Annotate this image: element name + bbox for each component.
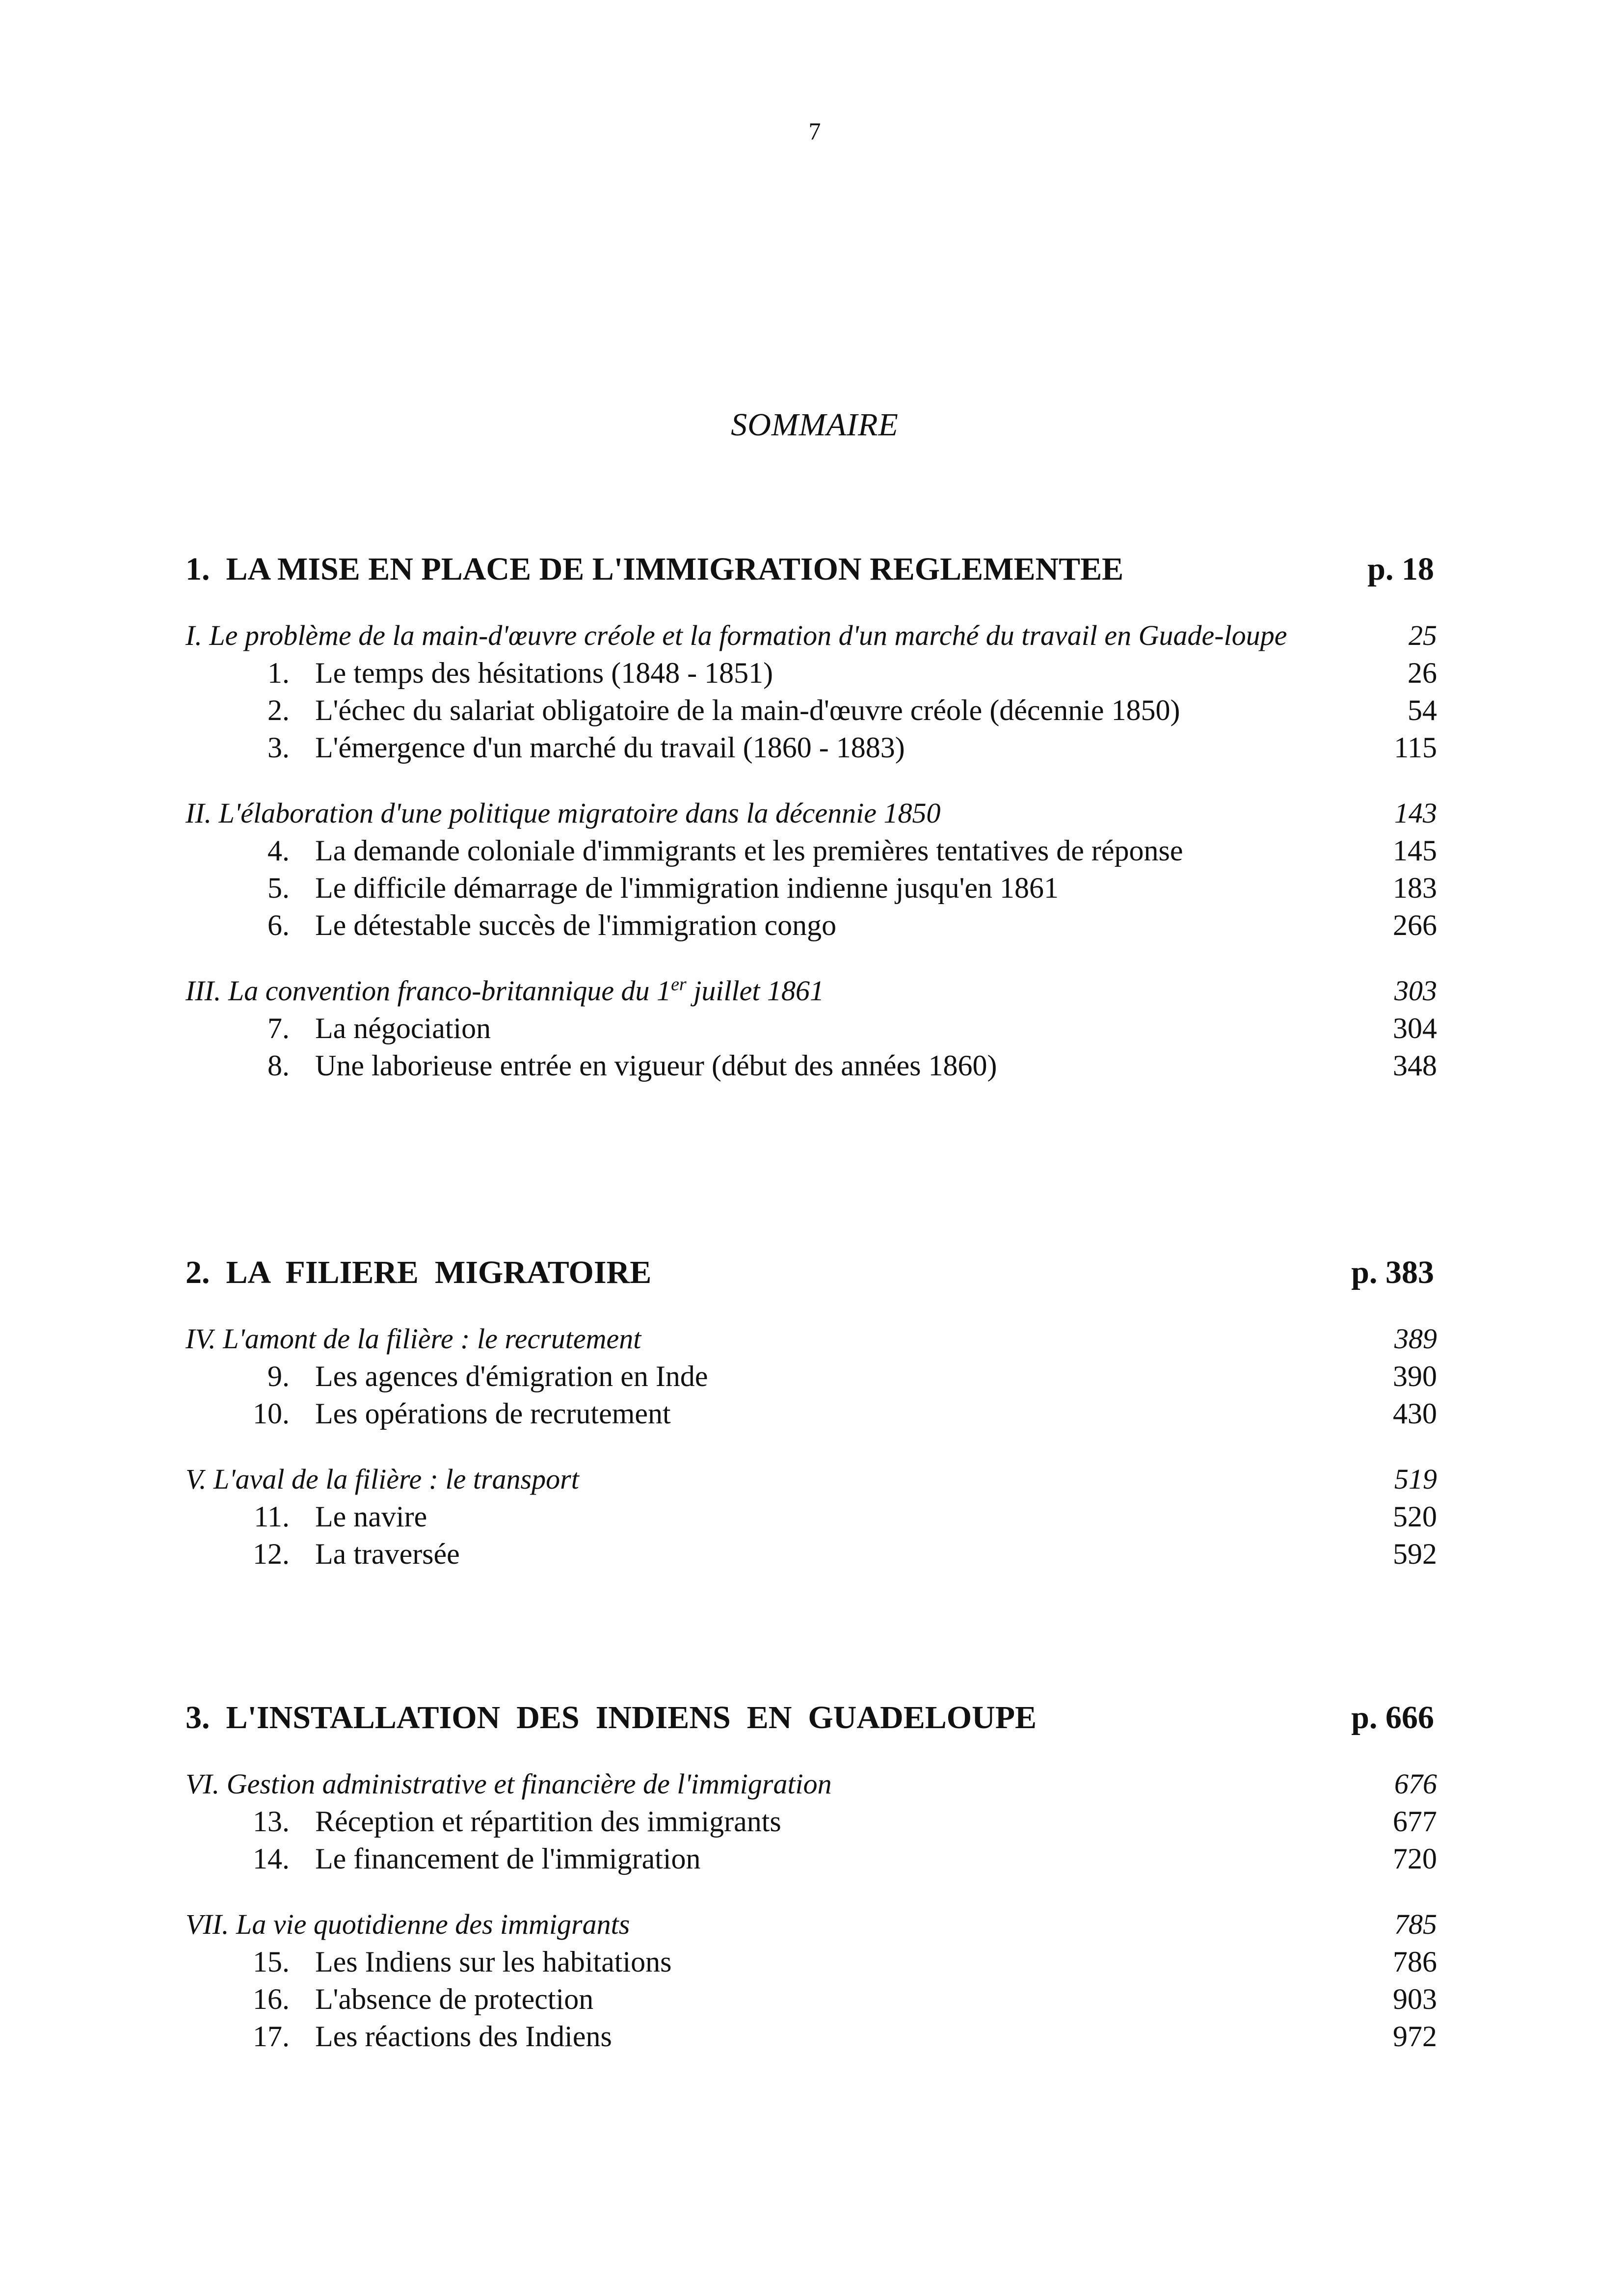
section-6 — [186, 1765, 1437, 1877]
section-title — [186, 972, 1295, 1010]
part-2 — [186, 1251, 1437, 1573]
chapter-row — [186, 1047, 1437, 1084]
section-title: VI. Gestion administrative et financière de l'immigration — [186, 1768, 832, 1800]
section-page: 25 — [1409, 619, 1437, 651]
section-5 — [186, 1461, 1437, 1573]
chapter-page: 145 — [1393, 834, 1437, 867]
section-heading — [186, 1461, 1437, 1498]
section-page: 519 — [1394, 1463, 1437, 1495]
section-heading — [186, 1765, 1437, 1803]
chapter-page: 348 — [1393, 1049, 1437, 1082]
chapter-number: 15. — [253, 1946, 290, 1978]
chapter-title: Le financement de l'immigration — [315, 1842, 701, 1875]
section-heading — [186, 795, 1437, 832]
chapter-title: Réception et répartition des immigrants — [315, 1805, 781, 1838]
section-title: IV. L'amont de la filière : le recrutement — [186, 1323, 641, 1355]
chapter-title: Les réactions des Indiens — [315, 2020, 612, 2053]
part-page: p. 666 — [1351, 1700, 1434, 1735]
part-title: 3. L'INSTALLATION DES INDIENS EN GUADELOUPE — [186, 1700, 1037, 1735]
chapter-row — [186, 1358, 1437, 1395]
chapter-row — [186, 1803, 1437, 1840]
chapter-number: 7. — [267, 1012, 290, 1044]
chapter-page: 54 — [1408, 694, 1437, 726]
page-title: SOMMAIRE — [731, 407, 899, 443]
part-3 — [186, 1696, 1437, 2055]
section-page: 303 — [1394, 975, 1437, 1007]
section-3 — [186, 972, 1437, 1084]
section-page: 143 — [1394, 797, 1437, 829]
chapter-row — [186, 1980, 1437, 2018]
chapter-number: 11. — [254, 1500, 290, 1533]
chapter-row — [186, 729, 1437, 766]
chapter-page: 972 — [1393, 2020, 1437, 2053]
chapter-number: 12. — [253, 1538, 290, 1570]
section-2 — [186, 795, 1437, 944]
chapter-row — [186, 1840, 1437, 1877]
chapter-title: Le difficile démarrage de l'immigration indienne jusqu'en 1861 — [315, 872, 1059, 904]
chapter-title: La demande coloniale d'immigrants et les premières tentatives de réponse — [315, 834, 1183, 867]
part-title: 2. LA FILIERE MIGRATOIRE — [186, 1255, 652, 1290]
section-7 — [186, 1906, 1437, 2055]
section-title: V. L'aval de la filière : le transport — [186, 1463, 579, 1495]
section-page: 676 — [1394, 1768, 1437, 1800]
part-heading — [186, 1696, 1437, 1740]
section-title-start: III. La convention franco-britannique du 1 — [186, 975, 671, 1007]
section-heading — [186, 972, 1437, 1010]
chapter-title: La négociation — [315, 1012, 491, 1044]
chapter-row — [186, 907, 1437, 944]
chapter-number: 9. — [267, 1360, 290, 1392]
chapter-title: Le navire — [315, 1500, 427, 1533]
chapter-title: Une laborieuse entrée en vigueur (début des années 1860) — [315, 1049, 997, 1082]
part-page: p. 18 — [1367, 551, 1434, 587]
chapter-number: 4. — [267, 834, 290, 867]
chapter-page: 304 — [1393, 1012, 1437, 1044]
chapter-title: L'échec du salariat obligatoire de la main-d'œuvre créole (décennie 1850) — [315, 694, 1180, 726]
chapter-page: 720 — [1393, 1842, 1437, 1875]
chapter-title: Le temps des hésitations (1848 - 1851) — [315, 657, 773, 689]
section-title: II. L'élaboration d'une politique migratoire dans la décennie 1850 — [186, 797, 941, 829]
chapter-title: Les Indiens sur les habitations — [315, 1946, 672, 1978]
chapter-title: Les agences d'émigration en Inde — [315, 1360, 708, 1392]
chapter-number: 14. — [253, 1842, 290, 1875]
chapter-page: 266 — [1393, 909, 1437, 941]
section-4 — [186, 1320, 1437, 1432]
chapter-number: 8. — [267, 1049, 290, 1082]
chapter-page: 390 — [1393, 1360, 1437, 1392]
chapter-page: 520 — [1393, 1500, 1437, 1533]
chapter-title: La traversée — [315, 1538, 460, 1570]
chapter-page: 26 — [1408, 657, 1437, 689]
part-title: 1. LA MISE EN PLACE DE L'IMMIGRATION REGLEMENTEE — [186, 551, 1124, 587]
chapter-number: 16. — [253, 1983, 290, 2015]
chapter-row — [186, 2018, 1437, 2055]
part-page: p. 383 — [1351, 1255, 1434, 1290]
part-heading — [186, 547, 1437, 591]
section-heading — [186, 1320, 1437, 1358]
chapter-number: 3. — [267, 731, 290, 764]
chapter-row — [186, 832, 1437, 869]
chapter-title: Le détestable succès de l'immigration congo — [315, 909, 837, 941]
part-heading — [186, 1251, 1437, 1295]
part-1 — [186, 547, 1437, 1084]
chapter-row — [186, 1943, 1437, 1980]
chapter-number: 2. — [267, 694, 290, 726]
ordinal-superscript: er — [671, 974, 687, 995]
chapter-row — [186, 692, 1437, 729]
section-title-end: juillet 1861 — [686, 975, 825, 1007]
chapter-page: 677 — [1393, 1805, 1437, 1838]
section-1 — [186, 617, 1437, 766]
chapter-number: 17. — [253, 2020, 290, 2053]
chapter-page: 786 — [1393, 1946, 1437, 1978]
section-heading — [186, 617, 1437, 654]
chapter-title: L'émergence d'un marché du travail (1860 - 1883) — [315, 731, 905, 764]
chapter-page: 430 — [1393, 1397, 1437, 1430]
page-number: 7 — [808, 117, 821, 145]
chapter-row — [186, 1535, 1437, 1573]
chapter-number: 10. — [253, 1397, 290, 1430]
section-title: I. Le problème de la main-d'œuvre créole et la formation d'un marché du travail en Guade-loupe — [186, 619, 1287, 651]
chapter-number: 13. — [253, 1805, 290, 1838]
chapter-page: 183 — [1393, 872, 1437, 904]
chapter-title: Les opérations de recrutement — [315, 1397, 671, 1430]
section-page: 389 — [1394, 1323, 1437, 1355]
chapter-number: 5. — [267, 872, 290, 904]
chapter-row — [186, 654, 1437, 692]
chapter-row — [186, 1395, 1437, 1432]
chapter-number: 1. — [267, 657, 290, 689]
chapter-page: 115 — [1394, 731, 1437, 764]
chapter-page: 592 — [1393, 1538, 1437, 1570]
chapter-row — [186, 1010, 1437, 1047]
section-page: 785 — [1394, 1908, 1437, 1940]
chapter-row — [186, 869, 1437, 907]
chapter-page: 903 — [1393, 1983, 1437, 2015]
chapter-row — [186, 1498, 1437, 1535]
chapter-number: 6. — [267, 909, 290, 941]
section-heading — [186, 1906, 1437, 1943]
section-title: VII. La vie quotidienne des immigrants — [186, 1908, 630, 1940]
chapter-title: L'absence de protection — [315, 1983, 594, 2015]
